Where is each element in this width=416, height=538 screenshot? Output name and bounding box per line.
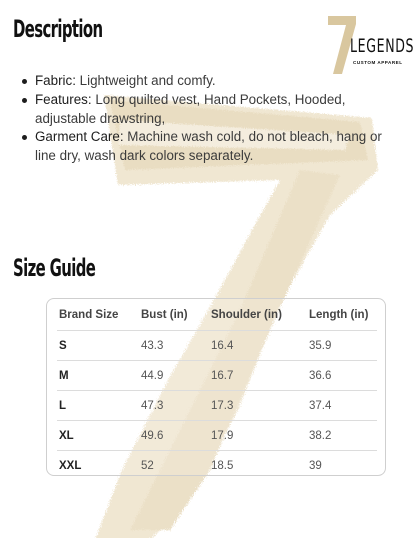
length-cell: 37.4 xyxy=(309,399,332,412)
bullet-label: Features: xyxy=(35,91,92,107)
table-row xyxy=(57,331,377,361)
size-cell: S xyxy=(59,339,67,352)
table-row xyxy=(57,451,377,481)
bust-cell: 44.9 xyxy=(141,369,164,382)
length-cell: 38.2 xyxy=(309,429,332,442)
table-row xyxy=(57,391,377,421)
size-table xyxy=(46,298,386,476)
shoulder-cell: 16.4 xyxy=(211,339,234,352)
bullet-label: Fabric: xyxy=(35,73,76,88)
list-item xyxy=(22,91,382,129)
header-shoulder: Shoulder (in) xyxy=(211,308,282,321)
bullet-value: Long quilted vest, Hand Pockets, Hooded, adjustable drawstring, xyxy=(35,91,346,126)
shoulder-cell: 17.9 xyxy=(211,429,234,442)
size-cell: L xyxy=(59,399,67,412)
shoulder-cell: 18.5 xyxy=(211,460,234,472)
bullet-label: Garment Care: xyxy=(35,129,124,145)
size-guide-heading: Size Guide xyxy=(13,254,96,282)
table-header-row xyxy=(57,299,377,331)
list-item xyxy=(22,128,382,166)
bust-cell: 47.3 xyxy=(141,399,164,412)
header-brand-size: Brand Size xyxy=(59,308,119,321)
size-cell: XXL xyxy=(59,460,82,472)
table-row xyxy=(57,421,377,451)
size-cell: XL xyxy=(59,429,74,442)
table-row xyxy=(57,361,377,391)
list-item xyxy=(22,72,382,91)
bullet-value: Lightweight and comfy. xyxy=(79,73,216,88)
shoulder-cell: 16.7 xyxy=(211,369,234,382)
length-cell: 39 xyxy=(309,460,322,472)
bullet-value: Machine wash cold, do not bleach, hang or line dry, wash dark colors separately. xyxy=(35,129,382,164)
bust-cell: 52 xyxy=(141,460,154,472)
logo-wordmark: LEGENDS xyxy=(350,35,415,57)
size-cell: M xyxy=(59,369,69,382)
logo-tagline: CUSTOM APPAREL xyxy=(353,60,403,65)
shoulder-cell: 17.3 xyxy=(211,399,234,412)
bust-cell: 43.3 xyxy=(141,339,164,352)
header-length: Length (in) xyxy=(309,308,369,321)
length-cell: 35.9 xyxy=(309,339,332,352)
description-list xyxy=(22,72,382,166)
brand-logo xyxy=(328,16,415,76)
header-bust: Bust (in) xyxy=(141,308,188,321)
length-cell: 36.6 xyxy=(309,369,332,382)
description-heading: Description xyxy=(13,15,103,43)
bust-cell: 49.6 xyxy=(141,429,164,442)
